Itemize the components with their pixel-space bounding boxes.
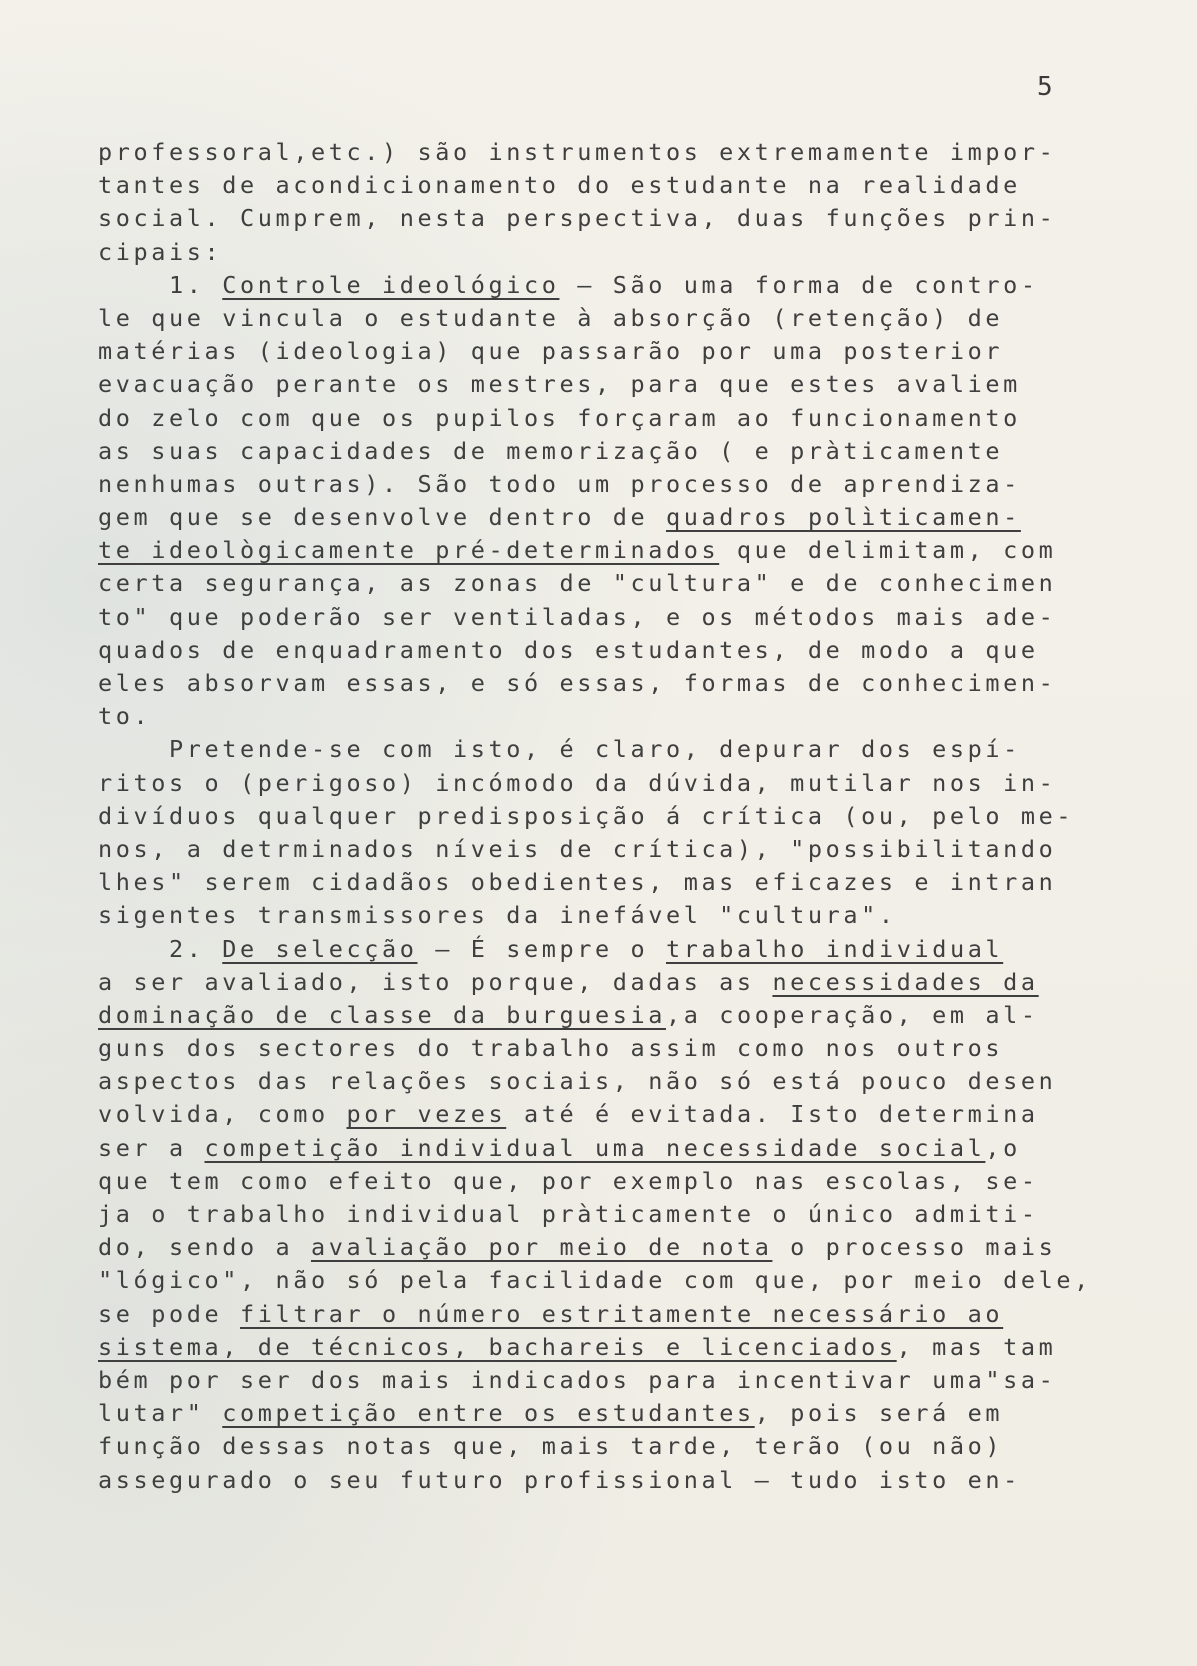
text-line: [98, 1032, 1118, 1065]
text-segment: o processo mais: [772, 1233, 1057, 1262]
text-segment: assegurado o seu futuro profissional — tudo isto en-: [98, 1465, 1021, 1494]
underlined-phrase: sistema, de técnicos, bachareis e licenciados: [98, 1332, 897, 1361]
text-line: [98, 899, 1118, 932]
text-segment: volvida, como: [98, 1100, 347, 1129]
text-line: [98, 667, 1118, 700]
text-segment: nenhumas outras). São todo um processo de aprendiza-: [98, 469, 1021, 498]
text-line: [98, 169, 1118, 202]
text-segment: ja o trabalho individual pràticamente o único admiti-: [98, 1200, 1039, 1228]
text-line: [98, 733, 1118, 766]
text-line: [98, 335, 1118, 368]
text-line: [98, 302, 1118, 335]
text-segment: certa segurança, as zonas de "cultura" e de conhecimen: [98, 569, 1057, 598]
text-segment: "lógico", não só pela facilidade com que, por meio dele,: [98, 1266, 1092, 1295]
underlined-phrase: competição individual uma necessidade social: [204, 1133, 986, 1162]
text-line: [98, 1331, 1118, 1364]
text-line: [98, 1132, 1118, 1165]
text-line: [98, 1065, 1118, 1098]
text-segment: 2.: [98, 934, 223, 963]
underlined-phrase: quadros polìticamen-: [665, 503, 1021, 532]
text-line: [98, 601, 1118, 634]
text-segment: bém por ser dos mais indicados para incentivar uma"sa-: [98, 1365, 1057, 1394]
text-line: [98, 866, 1118, 899]
text-segment: 1.: [98, 270, 223, 299]
text-segment: to" que poderão ser ventiladas, e os métodos mais ade-: [98, 602, 1057, 631]
text-line: [98, 368, 1118, 401]
text-segment: as suas capacidades de memorização ( e pràticamente: [98, 436, 1004, 465]
text-line: [98, 767, 1118, 800]
text-segment: que tem como efeito que, por exemplo nas escolas, se-: [98, 1166, 1039, 1195]
text-segment: , mas tam: [896, 1332, 1057, 1361]
text-line: [98, 1364, 1118, 1397]
text-segment: aspectos das relações sociais, não só está pouco desen: [98, 1067, 1057, 1096]
text-segment: divíduos qualquer predisposição á crítica (ou, pelo me-: [98, 801, 1075, 830]
text-line: [98, 933, 1118, 966]
text-segment: do, sendo a: [98, 1233, 311, 1262]
text-segment: professoral,etc.) são instrumentos extremamente impor-: [98, 138, 1057, 166]
text-segment: lutar": [98, 1399, 223, 1428]
text-line: [98, 402, 1118, 435]
text-segment: tantes de acondicionamento do estudante na realidade: [98, 171, 1021, 200]
text-line: [98, 1298, 1118, 1331]
text-segment: a ser avaliado, isto porque, dadas as: [98, 967, 773, 996]
typed-body-text: [98, 136, 1118, 1497]
text-line: [98, 236, 1118, 269]
text-line: [98, 136, 1118, 169]
text-line: [98, 501, 1118, 534]
underlined-phrase: filtrar o número estritamente necessário ao: [240, 1299, 1004, 1328]
text-segment: — É sempre o: [417, 934, 666, 963]
text-line: [98, 1198, 1118, 1231]
text-line: [98, 468, 1118, 501]
text-segment: gem que se desenvolve dentro de: [98, 503, 666, 532]
text-line: [98, 202, 1118, 235]
underlined-phrase: trabalho individual: [665, 934, 1004, 963]
text-line: [98, 1098, 1118, 1131]
text-segment: matérias (ideologia) que passarão por uma posterior: [98, 337, 1004, 366]
text-segment: quados de enquadramento dos estudantes, de modo a que: [98, 635, 1039, 664]
text-segment: lhes" serem cidadãos obedientes, mas eficazes e intran: [98, 868, 1057, 897]
text-segment: le que vincula o estudante à absorção (retenção) de: [98, 303, 1004, 332]
text-line: [98, 1464, 1118, 1497]
text-segment: função dessas notas que, mais tarde, terão (ou não): [98, 1432, 1004, 1461]
underlined-phrase: necessidades da: [772, 967, 1039, 996]
text-line: [98, 269, 1118, 302]
text-segment: evacuação perante os mestres, para que estes avaliem: [98, 370, 1021, 399]
text-segment: social. Cumprem, nesta perspectiva, duas funções prin-: [98, 204, 1057, 233]
underlined-phrase: dominação de classe da burguesia: [98, 1000, 666, 1029]
text-segment: to.: [98, 702, 152, 731]
text-line: [98, 1264, 1118, 1297]
text-line: [98, 534, 1118, 567]
underlined-phrase: De selecção: [222, 934, 418, 963]
text-segment: , pois será em: [754, 1399, 1004, 1428]
underlined-phrase: Controle ideológico: [222, 270, 560, 299]
text-segment: eles absorvam essas, e só essas, formas de conhecimen-: [98, 669, 1057, 697]
text-segment: ,a cooperação, em al-: [665, 1000, 1039, 1029]
text-line: [98, 1430, 1118, 1463]
text-line: [98, 966, 1118, 999]
text-segment: até é evitada. Isto determina: [506, 1100, 1039, 1129]
text-line: [98, 1165, 1118, 1198]
text-line: [98, 435, 1118, 468]
text-line: [98, 567, 1118, 600]
text-segment: guns dos sectores do trabalho assim como nos outros: [98, 1034, 1004, 1063]
underlined-phrase: competição entre os estudantes: [222, 1399, 755, 1428]
underlined-phrase: te ideològicamente pré-determinados: [98, 536, 720, 565]
page-number: 5: [1037, 72, 1053, 102]
text-line: [98, 1231, 1118, 1264]
text-segment: Pretende-se com isto, é claro, depurar dos espí-: [98, 735, 1021, 764]
text-segment: ritos o (perigoso) incómodo da dúvida, mutilar nos in-: [98, 768, 1057, 797]
text-segment: sigentes transmissores da inefável "cultura".: [98, 901, 897, 930]
text-segment: do zelo com que os pupilos forçaram ao funcionamento: [98, 403, 1021, 432]
text-line: [98, 833, 1118, 866]
underlined-phrase: avaliação por meio de nota: [310, 1233, 773, 1262]
text-segment: cipais:: [98, 237, 223, 266]
text-line: [98, 999, 1118, 1032]
text-segment: ,o: [985, 1133, 1021, 1162]
text-line: [98, 1397, 1118, 1430]
text-segment: — São uma forma de contro-: [559, 270, 1039, 299]
text-segment: nos, a detrminados níveis de crítica), "possibilitando: [98, 834, 1057, 863]
text-segment: ser a: [98, 1133, 205, 1162]
text-line: [98, 800, 1118, 833]
underlined-phrase: por vezes: [346, 1100, 507, 1129]
text-segment: que delimitam, com: [719, 536, 1057, 565]
text-segment: se pode: [98, 1299, 240, 1328]
text-line: [98, 700, 1118, 733]
text-line: [98, 634, 1118, 667]
